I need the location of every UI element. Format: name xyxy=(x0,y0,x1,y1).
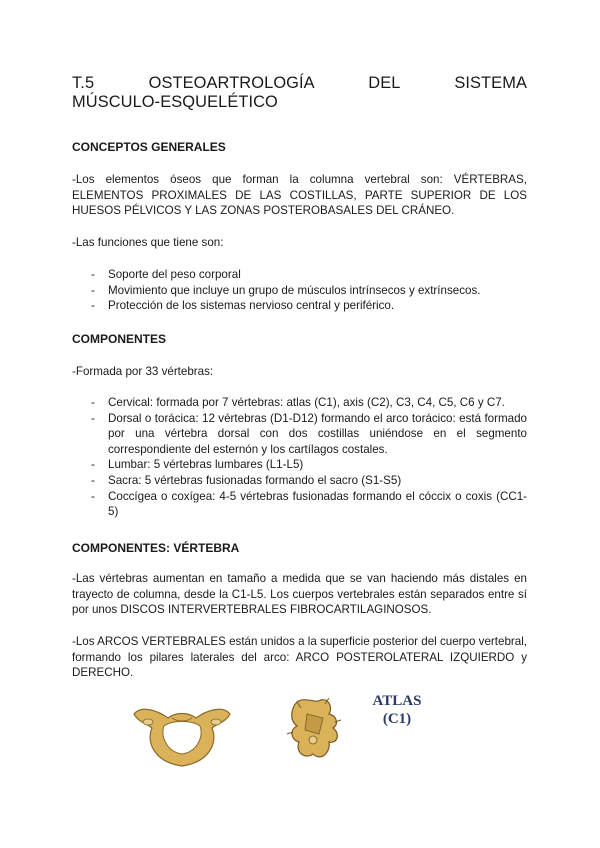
paragraph-functions-intro: -Las funciones que tiene son: xyxy=(72,236,224,249)
heading-components: COMPONENTES xyxy=(72,332,167,346)
atlas-label-code: (C1) xyxy=(382,711,412,727)
atlas-superior-view-icon xyxy=(134,709,230,766)
vertebrae-regions-list xyxy=(72,395,527,520)
paragraph-vertebra-size: -Las vértebras aumentan en tamaño a medida que se van haciendo más distales en trayecto de columna, desde la C1-L5. Los cuerpos vertebrales están separados entre sí por unos DISCOS INTERVERTEBRALES FIBROCARTILAGINOSOS. xyxy=(72,572,527,617)
page-title xyxy=(72,74,527,112)
functions-list xyxy=(72,267,527,314)
list-item: - Coccígea o coxígea: 4-5 vértebras fusionadas formando el cóccix o coxis (CC1-5) xyxy=(72,489,527,520)
list-item: - Movimiento que incluye un grupo de músculos intrínsecos y extrínsecos. xyxy=(72,283,527,299)
list-item: - Soporte del peso corporal xyxy=(72,267,527,283)
list-item: - Sacra: 5 vértebras fusionadas formando el sacro (S1-S5) xyxy=(72,473,527,489)
paragraph-33-vertebrae: -Formada por 33 vértebras: xyxy=(72,365,214,378)
atlas-label-name: ATLAS xyxy=(372,693,422,709)
paragraph-bony-elements: -Los elementos óseos que forman la columna vertebral son: VÉRTEBRAS, ELEMENTOS PROXIMALES DE LAS COSTILLAS, PARTE SUPERIOR DE LOS HUESOS PÉLVICOS Y LAS ZONAS POSTEROBASALES DEL CRÁNEO. xyxy=(72,173,527,218)
atlas-lateral-view-icon xyxy=(287,698,341,757)
list-item: - Protección de los sistemas nervioso central y periférico. xyxy=(72,298,527,314)
atlas-figures xyxy=(72,690,527,770)
heading-components-vertebra: COMPONENTES: VÉRTEBRA xyxy=(72,541,240,555)
atlas-label xyxy=(368,692,426,728)
title-line-2: MÚSCULO-ESQUELÉTICO xyxy=(72,93,278,111)
list-item: - Cervical: formada por 7 vértebras: atlas (C1), axis (C2), C3, C4, C5, C6 y C7. xyxy=(72,395,527,411)
paragraph-vertebral-arches: -Los ARCOS VERTEBRALES están unidos a la superficie posterior del cuerpo vertebral, formando los pilares laterales del arco: ARCO POSTEROLATERAL IZQUIERDO y DERECHO. xyxy=(72,635,527,680)
title-line-1: T.5 OSTEOARTROLOGÍA DEL SISTEMA xyxy=(72,74,527,92)
heading-general-concepts: CONCEPTOS GENERALES xyxy=(72,140,226,154)
list-item: - Lumbar: 5 vértebras lumbares (L1-L5) xyxy=(72,457,527,473)
list-item: - Dorsal o torácica: 12 vértebras (D1-D12) formando el arco torácico: está formado por una vértebra dorsal con dos costillas uniéndose en el segmento correspondiente del esternón y los cartílagos costales. xyxy=(72,411,527,458)
